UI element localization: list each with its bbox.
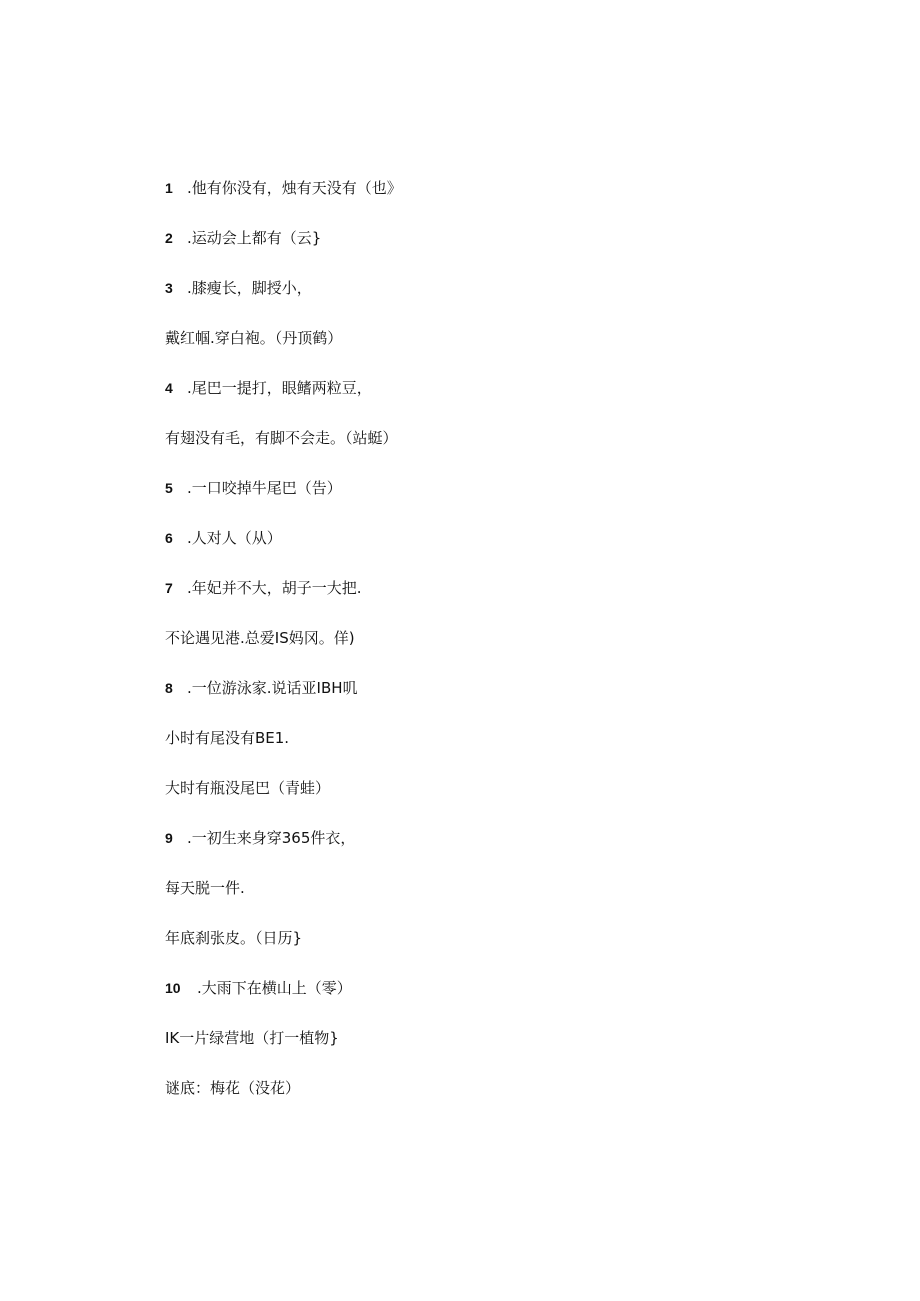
riddle-text: 戴红帼.穿白袍。（丹顶鹤）: [165, 329, 343, 347]
riddle-4: [165, 376, 372, 400]
riddle-line: [165, 926, 302, 950]
riddle-number: 1: [165, 180, 173, 196]
riddle-number: 4: [165, 380, 173, 396]
riddle-answer-line: [165, 1076, 300, 1100]
riddle-text: 小时有尾没有BE1.: [165, 729, 290, 747]
riddle-line: [165, 776, 330, 800]
riddle-text: 不论遇见港.总爱IS妈冈。佯): [165, 629, 355, 647]
riddle-line: [165, 1026, 339, 1050]
riddle-line: [165, 326, 342, 350]
riddle-line: [165, 626, 355, 650]
riddle-5: [165, 476, 342, 500]
riddle-text: .一位游泳家.说话亚IBH叽: [187, 679, 358, 697]
riddle-text: 大时有瓶没尾巴（青蛙）: [165, 779, 331, 797]
riddle-text: 每天脱一件.: [165, 879, 245, 897]
riddle-number: 2: [165, 230, 173, 246]
riddle-number: 7: [165, 580, 173, 596]
riddle-10: [165, 976, 352, 1000]
riddle-line: [165, 426, 398, 450]
riddle-line: [165, 726, 289, 750]
riddle-line: [165, 876, 245, 900]
riddle-text: .运动会上都有（云}: [187, 229, 322, 247]
riddle-2: [165, 226, 321, 250]
riddle-number: 10: [165, 980, 181, 996]
riddle-text: .年妃并不大，胡子一大把.: [187, 579, 362, 597]
riddle-text: .膝瘦长，脚授小，: [187, 279, 312, 297]
riddle-number: 5: [165, 480, 173, 496]
riddle-8: [165, 676, 358, 700]
riddle-text: .大雨下在横山上（零）: [197, 979, 352, 997]
riddle-text: .人对人（从）: [187, 529, 282, 547]
riddle-number: 8: [165, 680, 173, 696]
riddle-7: [165, 576, 362, 600]
riddle-3: [165, 276, 312, 300]
riddle-6: [165, 526, 282, 550]
riddle-number: 6: [165, 530, 173, 546]
riddle-text: IK一片绿营地（打一植物}: [165, 1029, 339, 1047]
riddle-text: 年底刹张皮。（日历}: [165, 929, 303, 947]
riddle-9: [165, 826, 355, 850]
riddle-text: 谜底：梅花（没花）: [165, 1079, 301, 1097]
riddle-text: .他有你没有，烛有天没有（也》: [187, 179, 402, 197]
riddle-number: 3: [165, 280, 173, 296]
riddle-text: .尾巴一提打，眼鳍两粒豆，: [187, 379, 372, 397]
riddle-1: [165, 176, 402, 200]
riddle-text: 有翅没有毛，有脚不会走。（站蜓）: [165, 429, 398, 447]
riddle-text: .一初生来身穿365件衣，: [187, 829, 356, 847]
riddle-text: .一口咬掉牛尾巴（告）: [187, 479, 342, 497]
riddle-number: 9: [165, 830, 173, 846]
